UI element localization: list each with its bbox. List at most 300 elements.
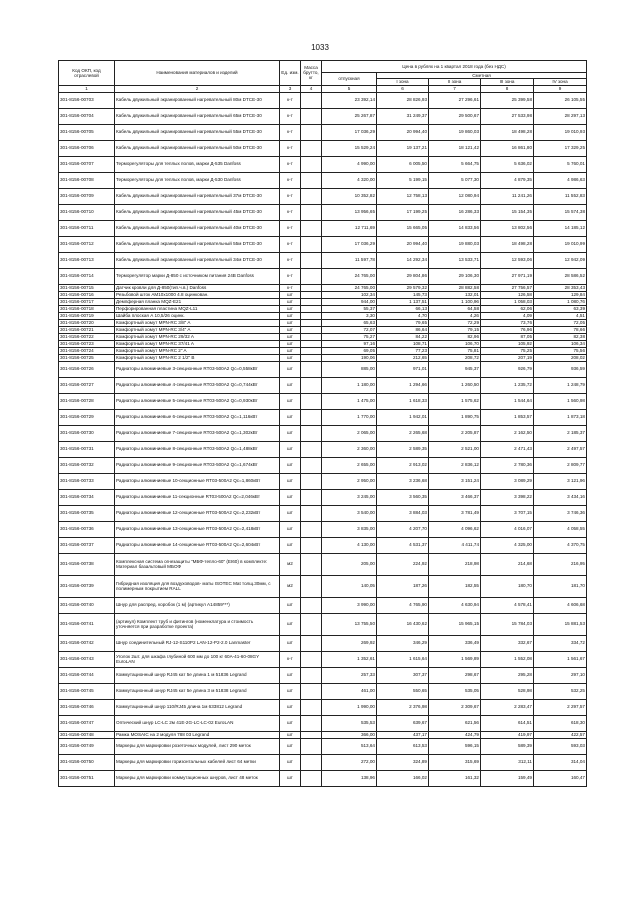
zone4-price: 12 942,09 [534, 252, 587, 268]
zone1-price: 187,26 [377, 575, 429, 597]
item-mass [301, 738, 322, 754]
zone2-price: 2 309,67 [429, 699, 481, 715]
zone3-price: 87,05 [481, 333, 534, 340]
table-row [59, 489, 587, 505]
item-mass [301, 291, 322, 298]
zone2-price: 106,70 [429, 340, 481, 347]
wholesale-price: 2 950,00 [322, 473, 377, 489]
item-name: Шайба плоская А 10,5/26 оцинк. [115, 312, 280, 319]
wholesale-price: 13 956,65 [322, 204, 377, 220]
table-row [59, 377, 587, 393]
wholesale-price: 535,53 [322, 715, 377, 731]
item-code: 301-8156-00703 [59, 92, 115, 108]
zone4-price: 181,70 [534, 575, 587, 597]
zone4-price: 3 121,96 [534, 473, 587, 489]
zone3-price: 1 552,08 [481, 651, 534, 667]
zone3-price: 16 861,80 [481, 140, 534, 156]
item-mass [301, 489, 322, 505]
item-name: Комфортный хомут MPN-RC 29/32 A [115, 333, 280, 340]
item-mass [301, 575, 322, 597]
zone3-price: 419,97 [481, 731, 534, 738]
wholesale-price: 3,30 [322, 312, 377, 319]
zone4-price: 2 497,57 [534, 441, 587, 457]
zone1-price: 307,37 [377, 667, 429, 683]
table-row [59, 298, 587, 305]
wholesale-price: 3 835,00 [322, 521, 377, 537]
item-code: 301-8156-00748 [59, 731, 115, 738]
zone4-price: 1 248,79 [534, 377, 587, 393]
zone3-price: 15 154,35 [481, 204, 534, 220]
wholesale-price: 944,00 [322, 298, 377, 305]
item-name: Кабель двужильный экранированный нагревательный 50м DTCE-30 [115, 140, 280, 156]
zone2-price: 75,81 [429, 347, 481, 354]
zone1-header: I зона [377, 79, 429, 85]
wholesale-price: 102,34 [322, 291, 377, 298]
item-code: 301-8156-00714 [59, 268, 115, 284]
item-code: 301-8156-00747 [59, 715, 115, 731]
item-unit: шт [280, 291, 301, 298]
item-code: 301-8156-00728 [59, 393, 115, 409]
item-mass [301, 354, 322, 361]
zone4-price: 2 297,57 [534, 699, 587, 715]
item-mass [301, 537, 322, 553]
table-row [59, 305, 587, 312]
zone2-price: 29 106,30 [429, 268, 481, 284]
table-row [59, 457, 587, 473]
table-row [59, 505, 587, 521]
zone2-price: 4 411,74 [429, 537, 481, 553]
item-mass [301, 699, 322, 715]
item-name: Радиаторы алюминиевые 10-секционные RT03-500A2 Qc=1,860кВт [115, 473, 280, 489]
zone4-price: 17 329,25 [534, 140, 587, 156]
item-unit: шт [280, 489, 301, 505]
item-mass [301, 553, 322, 575]
item-name: Радиаторы алюминиевые 11-секционные RT03-500A2 Qc=2,046кВт [115, 489, 280, 505]
zone3-price: 18 498,28 [481, 236, 534, 252]
zone1-price: 4 207,70 [377, 521, 429, 537]
zone1-price: 346,29 [377, 635, 429, 651]
wholesale-price: 17 036,29 [322, 124, 377, 140]
item-name: Демпферная планка MQZ-E21 [115, 298, 280, 305]
zone1-price: 324,89 [377, 754, 429, 770]
zone1-price: 3 884,03 [377, 505, 429, 521]
zone1-price: 971,01 [377, 361, 429, 377]
item-unit: к-т [280, 172, 301, 188]
item-unit: шт [280, 457, 301, 473]
item-unit: шт [280, 298, 301, 305]
zone4-price: 26 105,55 [534, 92, 587, 108]
zone2-price: 1 575,62 [429, 393, 481, 409]
item-unit: шт [280, 361, 301, 377]
item-code: 301-8156-00734 [59, 489, 115, 505]
item-unit: к-т [280, 188, 301, 204]
item-code: 301-8156-00718 [59, 305, 115, 312]
item-mass [301, 312, 322, 319]
wholesale-price: 24 765,00 [322, 268, 377, 284]
zone1-price: 550,65 [377, 683, 429, 699]
wholesale-price: 12 711,69 [322, 220, 377, 236]
item-unit: шт [280, 347, 301, 354]
column-number: 7 [429, 85, 481, 92]
zone4-price: 216,95 [534, 553, 587, 575]
item-mass [301, 172, 322, 188]
table-row [59, 236, 587, 252]
zone1-price: 613,53 [377, 738, 429, 754]
item-mass [301, 305, 322, 312]
name-header: Наименования материалов и изделий [115, 61, 280, 86]
table-row [59, 667, 587, 683]
item-unit: шт [280, 715, 301, 731]
table-row [59, 156, 587, 172]
zone4-price: 106,34 [534, 340, 587, 347]
zone2-price: 64,58 [429, 305, 481, 312]
zone2-price: 3 781,49 [429, 505, 481, 521]
zone3-price: 73,76 [481, 319, 534, 326]
table-row [59, 575, 587, 597]
table-row [59, 188, 587, 204]
table-body [59, 92, 587, 786]
zone3-price: 62,06 [481, 305, 534, 312]
item-mass [301, 236, 322, 252]
zone2-price: 18 121,42 [429, 140, 481, 156]
zone3-price: 3 089,29 [481, 473, 534, 489]
zone2-price: 4 096,62 [429, 521, 481, 537]
zone1-price: 79,65 [377, 319, 429, 326]
item-code: 301-8156-00744 [59, 667, 115, 683]
zone4-price: 15 574,38 [534, 204, 587, 220]
item-unit: шт [280, 425, 301, 441]
wholesale-price: 11 597,78 [322, 252, 377, 268]
zone2-price: 336,49 [429, 635, 481, 651]
item-code: 301-8156-00706 [59, 140, 115, 156]
table-row [59, 326, 587, 333]
zone4-price: 5 760,01 [534, 156, 587, 172]
table-row [59, 715, 587, 731]
item-code: 301-8156-00739 [59, 575, 115, 597]
zone1-price: 1 615,64 [377, 651, 429, 667]
column-number: 5 [322, 85, 377, 92]
item-code: 301-8156-00736 [59, 521, 115, 537]
wholesale-price: 138,96 [322, 770, 377, 786]
zone3-price: 13 802,56 [481, 220, 534, 236]
wholesale-price: 366,00 [322, 731, 377, 738]
item-name: Коммутационный шнур RJ45 кат 5е длина 1 м 51836 Legrand [115, 667, 280, 683]
table-row [59, 425, 587, 441]
wholesale-price: 272,00 [322, 754, 377, 770]
item-name: Перфорированная пластина MQZ-L11 [115, 305, 280, 312]
zone4-price: 129,84 [534, 291, 587, 298]
item-unit: м2 [280, 575, 301, 597]
zone1-price: 29 804,86 [377, 268, 429, 284]
item-name: Радиаторы алюминиевые 7-секционные RT03-500A2 Qc=1,302кВт [115, 425, 280, 441]
item-unit: к-т [280, 268, 301, 284]
item-code: 301-8156-00717 [59, 298, 115, 305]
wholesale-price: 1 770,00 [322, 409, 377, 425]
zone1-price: 19 137,21 [377, 140, 429, 156]
item-unit: шт [280, 333, 301, 340]
table-row [59, 268, 587, 284]
item-name: (артикул) Комплект труб и фитингов (номенклатура и стоимость уточняется при разработке проекта) [115, 613, 280, 635]
zone4-price: 4 606,68 [534, 597, 587, 613]
wholesale-price: 2 065,00 [322, 425, 377, 441]
zone1-price: 2 589,35 [377, 441, 429, 457]
item-code: 301-8156-00710 [59, 204, 115, 220]
zone3-price: 11 241,26 [481, 188, 534, 204]
zone3-header: III зона [481, 79, 534, 85]
zone4-price: 19 010,93 [534, 124, 587, 140]
item-unit: к-т [280, 651, 301, 667]
wholesale-price: 75,27 [322, 333, 377, 340]
item-unit: шт [280, 613, 301, 635]
zone4-price: 15 881,53 [534, 613, 587, 635]
zone4-price: 72,05 [534, 319, 587, 326]
zone1-price: 212,65 [377, 354, 429, 361]
item-mass [301, 409, 322, 425]
zone2-price: 424,79 [429, 731, 481, 738]
zone2-price: 2 836,12 [429, 457, 481, 473]
zone2-price: 72,29 [429, 319, 481, 326]
zone2-price: 12 080,94 [429, 188, 481, 204]
item-name: Резьбовой шток АМ10х1000 4.8 оцинкован. [115, 291, 280, 298]
zone4-price: 297,10 [534, 667, 587, 683]
column-number: 1 [59, 85, 115, 92]
zone3-price: 25 399,58 [481, 92, 534, 108]
table-row [59, 140, 587, 156]
item-name: Комфортный хомут MPN-RC 2 1/2" B [115, 354, 280, 361]
price-group-header: Цена в рублях на 1 квартал 2018 года (без НДС) [322, 61, 587, 73]
item-name: Комфортный хомут MPN-RC 2" A [115, 347, 280, 354]
item-name: Гибридная изоляция для воздуховодов- маты ISOTEC Mat толщ.30мм, с полимерным покрытием RALL [115, 575, 280, 597]
item-mass [301, 333, 322, 340]
item-name: Коммутационный шнур 110/RJ45 длина 1м 633812 Legrand [115, 699, 280, 715]
zone1-price: 1 294,66 [377, 377, 429, 393]
table-row [59, 284, 587, 291]
item-mass [301, 651, 322, 667]
page-number: 1033 [311, 43, 329, 52]
zone3-price: 2 162,50 [481, 425, 534, 441]
table-row [59, 770, 587, 786]
zone1-price: 14 292,34 [377, 252, 429, 268]
zone3-price: 75,25 [481, 347, 534, 354]
zone3-price: 105,92 [481, 340, 534, 347]
item-code: 301-8156-00751 [59, 770, 115, 786]
wholesale-price: 1 990,00 [322, 699, 377, 715]
table-row [59, 393, 587, 409]
wholesale-price: 65,63 [322, 319, 377, 326]
item-code: 301-8156-00741 [59, 613, 115, 635]
zone2-price: 29 500,67 [429, 108, 481, 124]
zone2-price: 27 296,61 [429, 92, 481, 108]
zone4-price: 28 297,13 [534, 108, 587, 124]
item-unit: шт [280, 377, 301, 393]
wholesale-price: 3 245,00 [322, 489, 377, 505]
zone4-price: 4,51 [534, 312, 587, 319]
item-name: Терморегулятор марки Д-850 с источником питания 24В Danfoss [115, 268, 280, 284]
item-code: 301-8156-00723 [59, 340, 115, 347]
item-unit: к-т [280, 124, 301, 140]
zone1-price: 437,17 [377, 731, 429, 738]
table-row [59, 172, 587, 188]
item-unit: шт [280, 537, 301, 553]
item-name: Маркеры для маркировки горизонтальных кабелей лист 64 метки [115, 754, 280, 770]
column-number: 6 [377, 85, 429, 92]
zone2-price: 1 260,50 [429, 377, 481, 393]
zone4-price: 19 010,99 [534, 236, 587, 252]
item-mass [301, 156, 322, 172]
item-name: Коммутационный шнур RJ45 кат 5е длина 3 м 51838 Legrand [115, 683, 280, 699]
item-code: 301-8156-00735 [59, 505, 115, 521]
zone2-price: 161,32 [429, 770, 481, 786]
zone3-price: 926,79 [481, 361, 534, 377]
zone4-price: 1 560,98 [534, 393, 587, 409]
zone2-price: 19 860,03 [429, 124, 481, 140]
item-unit: к-т [280, 220, 301, 236]
item-mass [301, 521, 322, 537]
zone1-price: 6 005,50 [377, 156, 429, 172]
item-name: Датчик кровли для Д-850(тип.ч.в.) Danfoss [115, 284, 280, 291]
item-code: 301-8156-00726 [59, 361, 115, 377]
zone3-price: 1 853,57 [481, 409, 534, 425]
item-code: 301-8156-00725 [59, 354, 115, 361]
zone4-price: 334,72 [534, 635, 587, 651]
item-name: Кабель двужильный экранированный нагревательный 55м DTCE-30 [115, 124, 280, 140]
item-name: Кабель двужильный экранированный нагревательный 55м DTCE-30 [115, 236, 280, 252]
wholesale-price: 4 130,00 [322, 537, 377, 553]
zone3-price: 18 498,28 [481, 124, 534, 140]
zone1-price: 2 913,02 [377, 457, 429, 473]
zone3-price: 1 544,64 [481, 393, 534, 409]
zone2-price: 79,15 [429, 326, 481, 333]
item-name: Кабель двужильный экранированный нагревательный 80м DTCE-30 [115, 92, 280, 108]
zone1-price: 4 765,90 [377, 597, 429, 613]
wholesale-price: 257,33 [322, 667, 377, 683]
zone2-price: 535,05 [429, 683, 481, 699]
item-mass [301, 683, 322, 699]
estimate-header: Сметная [377, 73, 587, 79]
item-unit: шт [280, 354, 301, 361]
item-code: 301-8156-00712 [59, 236, 115, 252]
wholesale-price: 1 180,00 [322, 377, 377, 393]
wholesale-price: 15 529,24 [322, 140, 377, 156]
zone1-price: 5 199,15 [377, 172, 429, 188]
zone2-price: 298,67 [429, 667, 481, 683]
wholesale-price: 97,16 [322, 340, 377, 347]
zone2-price: 1 890,75 [429, 409, 481, 425]
item-mass [301, 473, 322, 489]
item-name: Кабель двужильный экранированный нагревательный 40м DTCE-30 [115, 220, 280, 236]
table-row [59, 738, 587, 754]
price-table [58, 60, 587, 787]
zone3-price: 214,68 [481, 553, 534, 575]
item-code: 301-8156-00713 [59, 252, 115, 268]
zone1-price: 12 758,13 [377, 188, 429, 204]
zone4-price: 4 370,75 [534, 537, 587, 553]
zone4-price: 532,25 [534, 683, 587, 699]
item-unit: к-т [280, 92, 301, 108]
zone1-price: 15 665,05 [377, 220, 429, 236]
zone2-price: 28 882,58 [429, 284, 481, 291]
item-mass [301, 124, 322, 140]
zone3-price: 528,98 [481, 683, 534, 699]
zone1-price: 3 236,68 [377, 473, 429, 489]
item-mass [301, 731, 322, 738]
table-row [59, 319, 587, 326]
item-unit: шт [280, 312, 301, 319]
item-mass [301, 326, 322, 333]
zone4-price: 11 552,83 [534, 188, 587, 204]
zone4-price: 936,59 [534, 361, 587, 377]
zone4-price: 3 434,16 [534, 489, 587, 505]
item-unit: шт [280, 770, 301, 786]
item-code: 301-8156-00742 [59, 635, 115, 651]
zone3-price: 295,28 [481, 667, 534, 683]
item-unit: шт [280, 683, 301, 699]
zone3-price: 27 971,19 [481, 268, 534, 284]
zone4-price: 4 058,55 [534, 521, 587, 537]
item-mass [301, 505, 322, 521]
zone4-price: 78,66 [534, 326, 587, 333]
zone1-price: 31 249,37 [377, 108, 429, 124]
zone2-price: 2 521,00 [429, 441, 481, 457]
item-name: Кабель двужильный экранированный нагревательный 65м DTCE-30 [115, 108, 280, 124]
zone4-price: 160,47 [534, 770, 587, 786]
wholesale-price: 461,00 [322, 683, 377, 699]
item-code: 301-8156-00740 [59, 597, 115, 613]
item-name: Шнур для распред. коробок (1 м) (артикул A14859***) [115, 597, 280, 613]
item-name: Радиаторы алюминиевые 12-секционные RT03-500A2 Qc=2,232кВт [115, 505, 280, 521]
item-mass [301, 597, 322, 613]
zone3-price: 589,39 [481, 738, 534, 754]
item-name: Терморегуляторы для теплых полов, марки Д-530 Danfoss [115, 172, 280, 188]
item-mass [301, 268, 322, 284]
item-mass [301, 635, 322, 651]
item-code: 301-8156-00720 [59, 319, 115, 326]
item-code: 301-8156-00745 [59, 683, 115, 699]
item-unit: шт [280, 305, 301, 312]
wholesale-price: 2 360,00 [322, 441, 377, 457]
zone1-price: 2 265,68 [377, 425, 429, 441]
zone4-price: 28 353,43 [534, 284, 587, 291]
zone3-price: 207,19 [481, 354, 534, 361]
item-mass [301, 92, 322, 108]
table-row [59, 340, 587, 347]
zone2-price: 5 664,75 [429, 156, 481, 172]
table-row [59, 521, 587, 537]
item-code: 301-8156-00750 [59, 754, 115, 770]
zone2-price: 4 630,94 [429, 597, 481, 613]
table-row [59, 333, 587, 340]
zone3-price: 15 784,03 [481, 613, 534, 635]
zone4-price: 314,04 [534, 754, 587, 770]
item-code: 301-8156-00730 [59, 425, 115, 441]
item-code: 301-8156-00749 [59, 738, 115, 754]
wholesale-price: 13 755,50 [322, 613, 377, 635]
zone3-price: 3 707,15 [481, 505, 534, 521]
zone4-price: 14 185,12 [534, 220, 587, 236]
wholesale-price: 1 352,61 [322, 651, 377, 667]
item-mass [301, 252, 322, 268]
item-code: 301-8156-00709 [59, 188, 115, 204]
zone4-price: 422,57 [534, 731, 587, 738]
zone2-price: 315,69 [429, 754, 481, 770]
item-name: Комплексная система огнезащиты "МБФ-тепло-60" (EI60) в комплекте: Материал базальтовый МБОФ [115, 553, 280, 575]
item-mass [301, 457, 322, 473]
zone2-price: 1 569,89 [429, 651, 481, 667]
zone3-price: 180,70 [481, 575, 534, 597]
wholesale-header: отпускная [322, 73, 377, 86]
zone3-price: 1 058,03 [481, 298, 534, 305]
item-code: 301-8156-00704 [59, 108, 115, 124]
